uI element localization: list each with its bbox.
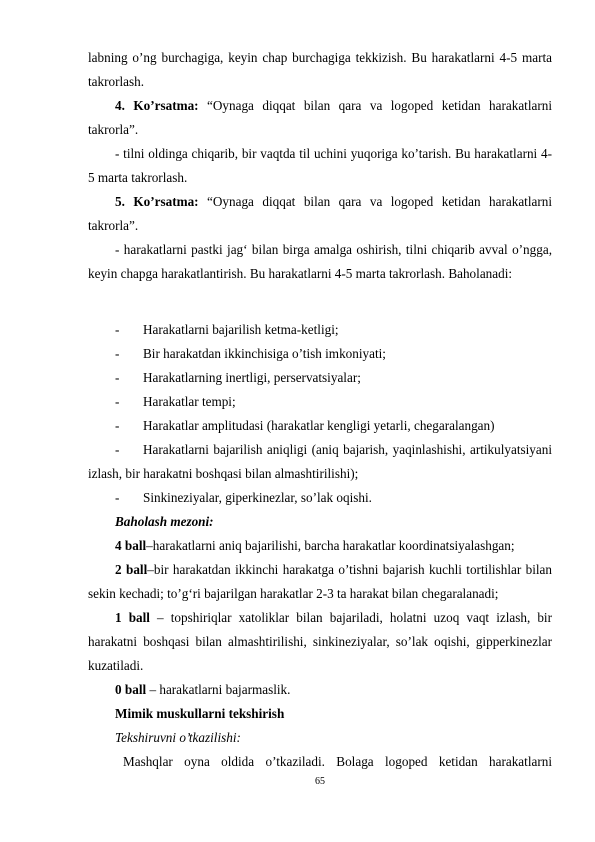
dash-marker: - [115, 490, 120, 505]
instruction-5-detail: - harakatlarni pastki jag‘ bilan birga amalga oshirish, tilni chiqarib avval o’ngga, keyin chapga harakatlantirish. Bu harakatlarni 4-5 marta takrorlash. Baholanadi: [88, 242, 552, 281]
instruction-4-label: 4. Ko’rsatma: [115, 98, 199, 113]
dash-marker: - [115, 346, 120, 361]
dash-marker: - [115, 418, 120, 433]
score-1: 1 ball – topshiriqlar xatoliklar bilan bajariladi, holatni uzoq vaqt izlash, bir harakatni boshqasi bilan almashtirilishi, sinkineziyalar, so’lak oqishi, gipperkinezlar kuzatiladi. [88, 610, 552, 673]
instruction-5-label: 5. Ko’rsatma: [115, 194, 199, 209]
dash-marker: - [115, 370, 120, 385]
exercise-instruction: Mashqlar oyna oldida o’tkaziladi. Bolaga logoped ketidan harakatlarni [123, 754, 552, 769]
instruction-4-detail: - tilni oldinga chiqarib, bir vaqtda til uchini yuqoriga ko’tarish. Bu harakatlarni 4-5 marta takrorlash. [88, 146, 552, 185]
method-label: Tekshiruvni o’tkazilishi: [115, 730, 241, 745]
instruction-5-text: “Oynaga diqqat bilan qara va logoped ketidan harakatlarni takrorla”. [88, 194, 553, 233]
section-heading-assessment: Baholash mezoni: [115, 514, 214, 529]
dash-marker: - [115, 442, 120, 457]
dash-marker: - [115, 394, 120, 409]
score-4: 4 ball–harakatlarni aniq bajarilishi, barcha harakatlar koordinatsiyalashgan; [115, 538, 515, 553]
score-0: 0 ball – harakatlarni bajarmaslik. [115, 682, 291, 697]
section-heading-mimic: Mimik muskullarni tekshirish [115, 706, 285, 721]
page-number: 65 [315, 776, 325, 787]
instruction-5 [88, 190, 552, 238]
dash-marker: - [115, 322, 120, 337]
instruction-4 [88, 94, 552, 142]
score-2: 2 ball–bir harakatdan ikkinchi harakatga o’tishni bajarish kuchli tortilishlar bilan sekin kechadi; to’g‘ri bajarilgan harakatlar 2-3 ta harakat bilan chegaralanadi; [88, 562, 552, 601]
instruction-4-text: “Oynaga diqqat bilan qara va logoped ketidan harakatlarni takrorla”. [88, 98, 553, 137]
paragraph-continuation: labning o’ng burchagiga, keyin chap burchagiga tekkizish. Bu harakatlarni 4-5 marta takrorlash. [88, 50, 552, 89]
